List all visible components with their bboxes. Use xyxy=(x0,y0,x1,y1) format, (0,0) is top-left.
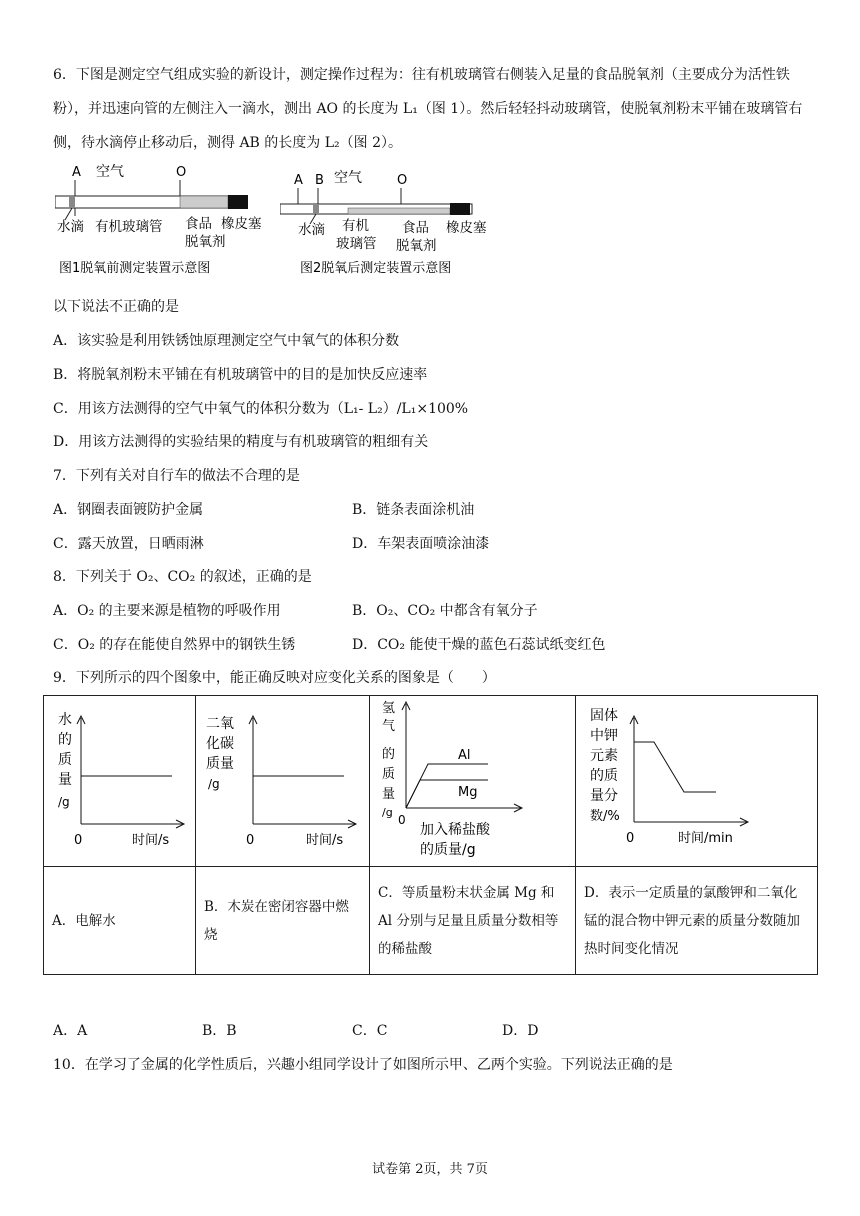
q9-option-a: A．A xyxy=(53,1023,88,1039)
graph-c-ylabel-4: 质 xyxy=(382,767,396,782)
q9-option-b: B．B xyxy=(202,1023,237,1039)
fig2-label-food: 食品 xyxy=(402,220,429,236)
fig2-label-tube-1: 有机 xyxy=(342,218,369,234)
graph-c-ylabel-5: 量 xyxy=(382,787,396,802)
q6-option-c: C．用该方法测得的空气中氧气的体积分数为（L₁- L₂）/L₁×100% xyxy=(53,401,469,417)
fig2-label-O: O xyxy=(397,173,408,188)
q9-graph-d-cell xyxy=(576,696,818,867)
q9-graph-b-cell xyxy=(196,696,370,867)
q7-stem: 7．下列有关对自行车的做法不合理的是 xyxy=(53,468,300,484)
fig2-label-A: A xyxy=(294,173,303,188)
q9-graph-a xyxy=(44,696,194,862)
fig1-label-deoxidizer: 脱氧剂 xyxy=(185,234,226,250)
graph-a-ylabel-2: 的 xyxy=(58,732,72,748)
graph-d-ylabel-4: 的质 xyxy=(590,768,618,784)
fig1-label-A: A xyxy=(72,165,81,180)
graph-a-origin: 0 xyxy=(74,833,83,848)
figure-2-after-deoxygenation xyxy=(280,160,510,280)
q7-option-b: B．链条表面涂机油 xyxy=(352,502,475,518)
q9-stem: 9．下列所示的四个图象中，能正确反映对应变化关系的图象是（ ） xyxy=(53,670,496,686)
graph-d-ylabel-3: 元素 xyxy=(590,748,618,764)
q6-stem: 6．下图是测定空气组成实验的新设计，测定操作过程为：往有机玻璃管右侧装入足量的食品脱氧剂（主要成分为活性铁粉），并迅速向管的左侧注入一滴水，测出 AO 的长度为 L₁（图 1）。然后轻轻抖动玻璃管，使脱氧剂粉末平铺在玻璃管右侧，待水滴停止移动后，测得 AB 的长度为 L₂（图 2）。 xyxy=(53,67,803,151)
q7-option-c: C．露天放置，日晒雨淋 xyxy=(53,536,204,552)
fig1-label-air: 空气 xyxy=(96,164,124,180)
graph-a-ylabel-3: 质 xyxy=(58,752,72,768)
graph-d-curve xyxy=(634,742,716,792)
graph-c-origin: 0 xyxy=(398,813,406,827)
graph-d-ylabel-6: 数/% xyxy=(590,809,620,824)
q8-option-a: A．O₂ 的主要来源是植物的呼吸作用 xyxy=(53,603,281,619)
graph-a-ylabel-unit: /g xyxy=(58,795,70,809)
graph-b-ylabel-unit: /g xyxy=(208,777,220,791)
fig2-label-tube-2: 玻璃管 xyxy=(336,236,377,252)
fig1-label-stopper: 橡皮塞 xyxy=(221,216,262,232)
q6-prompt: 以下说法不正确的是 xyxy=(53,299,179,315)
q9-option-d: D．D xyxy=(502,1023,539,1039)
graph-c-xlabel-2: 的质量/g xyxy=(420,842,476,858)
q9-graph-c-cell xyxy=(370,696,576,867)
q9-graph-d xyxy=(576,696,816,862)
graph-c-ylabel-1: 氢 xyxy=(382,701,396,716)
fig2-label-deoxidizer: 脱氧剂 xyxy=(396,238,437,254)
q6-option-b: B．将脱氧剂粉末平铺在有机玻璃管中的目的是加快反应速率 xyxy=(53,367,428,383)
q9-caption-d: D．表示一定质量的氯酸钾和二氧化锰的混合物中钾元素的质量分数随加热时间变化情况 xyxy=(576,867,818,975)
graph-a-ylabel-1: 水 xyxy=(58,712,72,728)
graph-c-ylabel-3: 的 xyxy=(382,747,396,762)
q8-option-d: D．CO₂ 能使干燥的蓝色石蕊试纸变红色 xyxy=(352,637,606,653)
fig2-label-air: 空气 xyxy=(334,170,362,186)
graph-a-xlabel: 时间/s xyxy=(132,833,170,848)
graph-d-xlabel: 时间/min xyxy=(678,831,733,846)
fig1-label-tube: 有机玻璃管 xyxy=(95,219,163,235)
q9-caption-c: C．等质量粉末状金属 Mg 和 Al 分别与足量且质量分数相等的稀盐酸 xyxy=(370,867,576,975)
fig2-caption: 图2脱氧后测定装置示意图 xyxy=(300,261,452,276)
graph-c-ylabel-unit: /g xyxy=(382,806,393,819)
q8-option-b: B．O₂、CO₂ 中都含有氧分子 xyxy=(352,603,538,619)
fig1-label-water: 水滴 xyxy=(57,219,84,235)
q6-option-a: A．该实验是利用铁锈蚀原理测定空气中氧气的体积分数 xyxy=(53,333,400,349)
graph-c-series-al: Al xyxy=(458,748,471,763)
graph-c-xlabel-1: 加入稀盐酸 xyxy=(420,822,490,838)
figure-1-before-deoxygenation xyxy=(55,160,275,280)
q9-graph-c xyxy=(370,696,574,862)
q8-option-c: C．O₂ 的存在能使自然界中的钢铁生锈 xyxy=(53,637,296,653)
fig2-label-water: 水滴 xyxy=(298,222,325,238)
fig1-caption: 图1脱氧前测定装置示意图 xyxy=(59,261,211,276)
fig2-label-stopper: 橡皮塞 xyxy=(446,220,487,236)
graph-a-ylabel-4: 量 xyxy=(58,772,72,788)
q9-graph-table xyxy=(43,695,818,975)
graph-b-origin: 0 xyxy=(246,833,255,848)
graph-d-ylabel-1: 固体 xyxy=(590,708,618,724)
graph-d-ylabel-5: 量分 xyxy=(590,788,618,804)
q8-stem: 8．下列关于 O₂、CO₂ 的叙述，正确的是 xyxy=(53,569,312,585)
graph-c-series-mg: Mg xyxy=(458,785,478,800)
q9-graph-b xyxy=(196,696,368,862)
graph-b-ylabel-2: 化碳 xyxy=(206,736,234,752)
graph-d-ylabel-2: 中钾 xyxy=(590,728,618,744)
fig2-label-B: B xyxy=(315,173,324,188)
q6-option-d: D．用该方法测得的实验结果的精度与有机玻璃管的粗细有关 xyxy=(53,434,429,450)
page-footer: 试卷第 2页，共 7页 xyxy=(372,1162,488,1177)
graph-d-origin: 0 xyxy=(626,831,635,846)
fig1-label-food: 食品 xyxy=(185,216,212,232)
graph-c-ylabel-2: 气 xyxy=(382,719,396,734)
q10-stem: 10．在学习了金属的化学性质后，兴趣小组同学设计了如图所示甲、乙两个实验。下列说法正确的是 xyxy=(53,1057,673,1073)
q9-option-c: C．C xyxy=(352,1023,388,1039)
q9-graph-a-cell xyxy=(44,696,196,867)
q9-caption-b: B．木炭在密闭容器中燃烧 xyxy=(196,867,370,975)
q7-option-a: A．钢圈表面镀防护金属 xyxy=(53,502,204,518)
graph-b-ylabel-3: 质量 xyxy=(206,756,234,772)
fig1-label-O: O xyxy=(176,165,187,180)
q7-option-d: D．车架表面喷涂油漆 xyxy=(352,536,490,552)
graph-b-xlabel: 时间/s xyxy=(306,833,344,848)
q9-caption-a: A．电解水 xyxy=(44,867,196,975)
graph-b-ylabel-1: 二氧 xyxy=(206,716,234,732)
